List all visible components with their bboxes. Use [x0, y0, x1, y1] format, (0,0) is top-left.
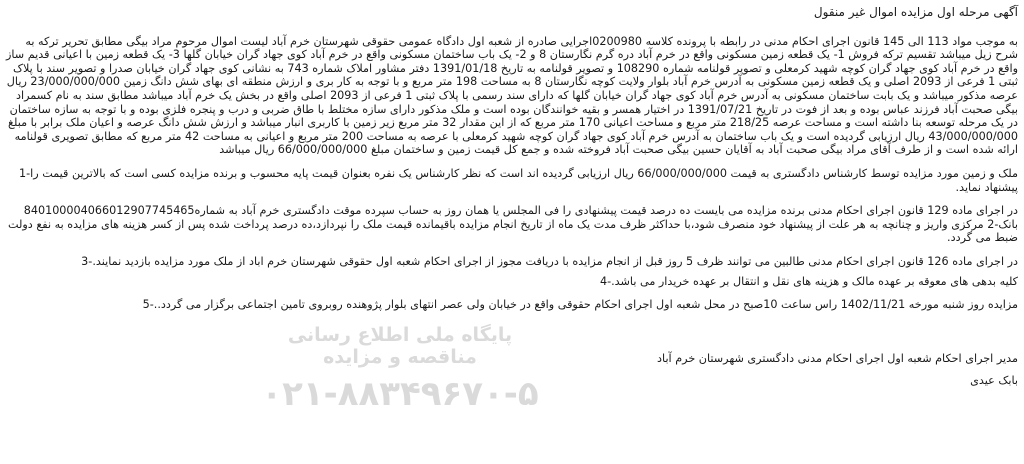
document-title: آگهی مرحله اول مزایده اموال غیر منقول [813, 5, 1018, 19]
signer-name: بابک عیدی [970, 374, 1018, 388]
watermark-phone: ۰۲۱-۸۸۳۴۹۶۷۰-۵ [261, 374, 539, 414]
condition-item-3: در اجرای ماده 126 قانون اجرای احکام مدنی طالبین می توانند ظرف 5 روز قبل از انجام مزایده با دریافت مجوز از اجرای احکام شعبه اول حقوقی شهرستان خرم اباد از ملک مورد مزایده بازدید نمایند.-3 [81, 254, 1018, 268]
main-paragraph: به موجب مواد 113 الی 145 قانون اجرای احکام مدنی در رابطه با پرونده کلاسه 0200980اجرایی صادره از شعبه اول دادگاه عمومی حقوقی شهرستان خرم آباد لیست اموال مرحوم مراد بیگی مطابق تحریر ترکه به شرح زیل میباشد تقسیم ترکه فروش 1- یک قطعه زمین مسکونی واقع در خرم آباد دره گرم نگارستان 8 و 2- یک باب ساختمان مسکونی واقع در خرم آباد کوی جهاد گران خیابان گلها 3- یک قطعه زمین با اعیانی قدیم ساز واقع در خرم آباد کوی جهاد گران کوچه شهید کرمعلی و تصویر قولنامه شماره 108290 و تصویر قولنامه به تاریخ 1391/01/18 دفتر مشاور املاک شماره 743 به نشانی کوی جهاد گران خیابان صدرا و تصویر سند با پلاک ثبتی 1 فرعی از 2093 اصلی و یک قطعه زمین مسکونی به آدرس خرم آباد بلوار ولایت کوچه نگارستان 8 به مساحت 198 متر مربع و با توجه به کار بری و ارزش منطقه ای بهای شش دانگ زمین 23/000/000/000 ریال عرصه مذکور میباشد و یک بابت ساختمان مسکونی به آدرس خرم آباد کوی جهاد گران خیابان گلها که دارای سند رسمی با پلاک ثبتی 1 فرعی از 2093 اصلی واقع در بخش یک خرم آباد میباشد مطابق سند به نام کسمراد بیگی صحبت آباد فرزند عباس بوده و بعد از فوت در تاریخ 1391/07/21 در اختیار همسر و بقیه خوانندگان بوده است و ملک مذکور دارای سازه مختلط با طاق ضربی و درب و پنجره فلزی بوده و با توجه به سازه ساختمان در یک مرحله توسعه بنا داشته است و مساحت عرصه 218/25 متر مربع و مساحت اعیانی 170 متر مربع که از این مقدار 32 متر مربع زیر زمین با کاربری انبار میباشد و ارزش شش دانگ عرصه و اعیان ملک برابر با مبلغ 43/000/000/000 ریال ارزیابی گردیده است و یک باب ساختمان به آدرس خرم آباد کوی جهاد گران کوچه شهید کرمعلی با عرصه به مساحت 200 متر مربع و اعیانی به مساحت 42 متر مربع که مطابق تصویری قولنامه ارائه شده است و از طرف آقای مراد بیگی صحبت آباد به آقایان حسین بیگی صحبت آباد فروخته شده و جمع کل قیمت زمین و ساختمان مبلغ 66/000/000/000 ریال میباشد [6, 34, 1018, 157]
condition-item-2: در اجرای ماده 129 قانون اجرای احکام مدنی برنده مزایده می بایست ده درصد قیمت پیشنهادی را فی المجلس یا همان روز به حساب سپرده موقت دادگستری خرم آباد به شماره840100004066012907745465 بانک-2 مرکزی واریز و چنانچه به هر علت از پیشنهاد خود منصرف شود،با حداکثر ظرف مدت یک ماه از تاریخ انجام مزایده باقیمانده قیمت ملک را نپردازد،ده درصد پرداخت شده پس از کسر هزینه های مزایده به نفع دولت ضبط می گردد. [8, 204, 1018, 245]
watermark-text: پایگاه ملی اطلاع رسانی مناقصه و مزایده [287, 324, 513, 368]
announcement-document [4, 0, 1018, 464]
condition-item-5: مزایده روز شنبه مورخه 1402/11/21 راس ساعت 10صبح در محل شعبه اول اجرای احکام حقوقی واقع در خیابان ولی عصر انتهای بلوار پژوهنده روبروی تامین اجتماعی برگزار می گردد..-5 [142, 298, 1018, 312]
condition-item-1: ملک و زمین مورد مزایده توسط کارشناس دادگستری به قیمت 66/000/000/000 ریال ارزیابی گردیده اند است که نظر کارشناس یک نفره بعنوان قیمت پایه محسوب و برنده مزایده کسی است که بالاترین قیمت را-1 پیشنهاد نماید. [18, 166, 1018, 194]
condition-item-4: کلیه بدهی های معوقه بر عهده مالک و هزینه های نقل و انتقال بر عهده خریدار می باشد.-4 [599, 274, 1018, 288]
signature-title: مدیر اجرای احکام شعبه اول اجرای احکام مدنی دادگستری شهرستان خرم آباد [657, 351, 1018, 365]
